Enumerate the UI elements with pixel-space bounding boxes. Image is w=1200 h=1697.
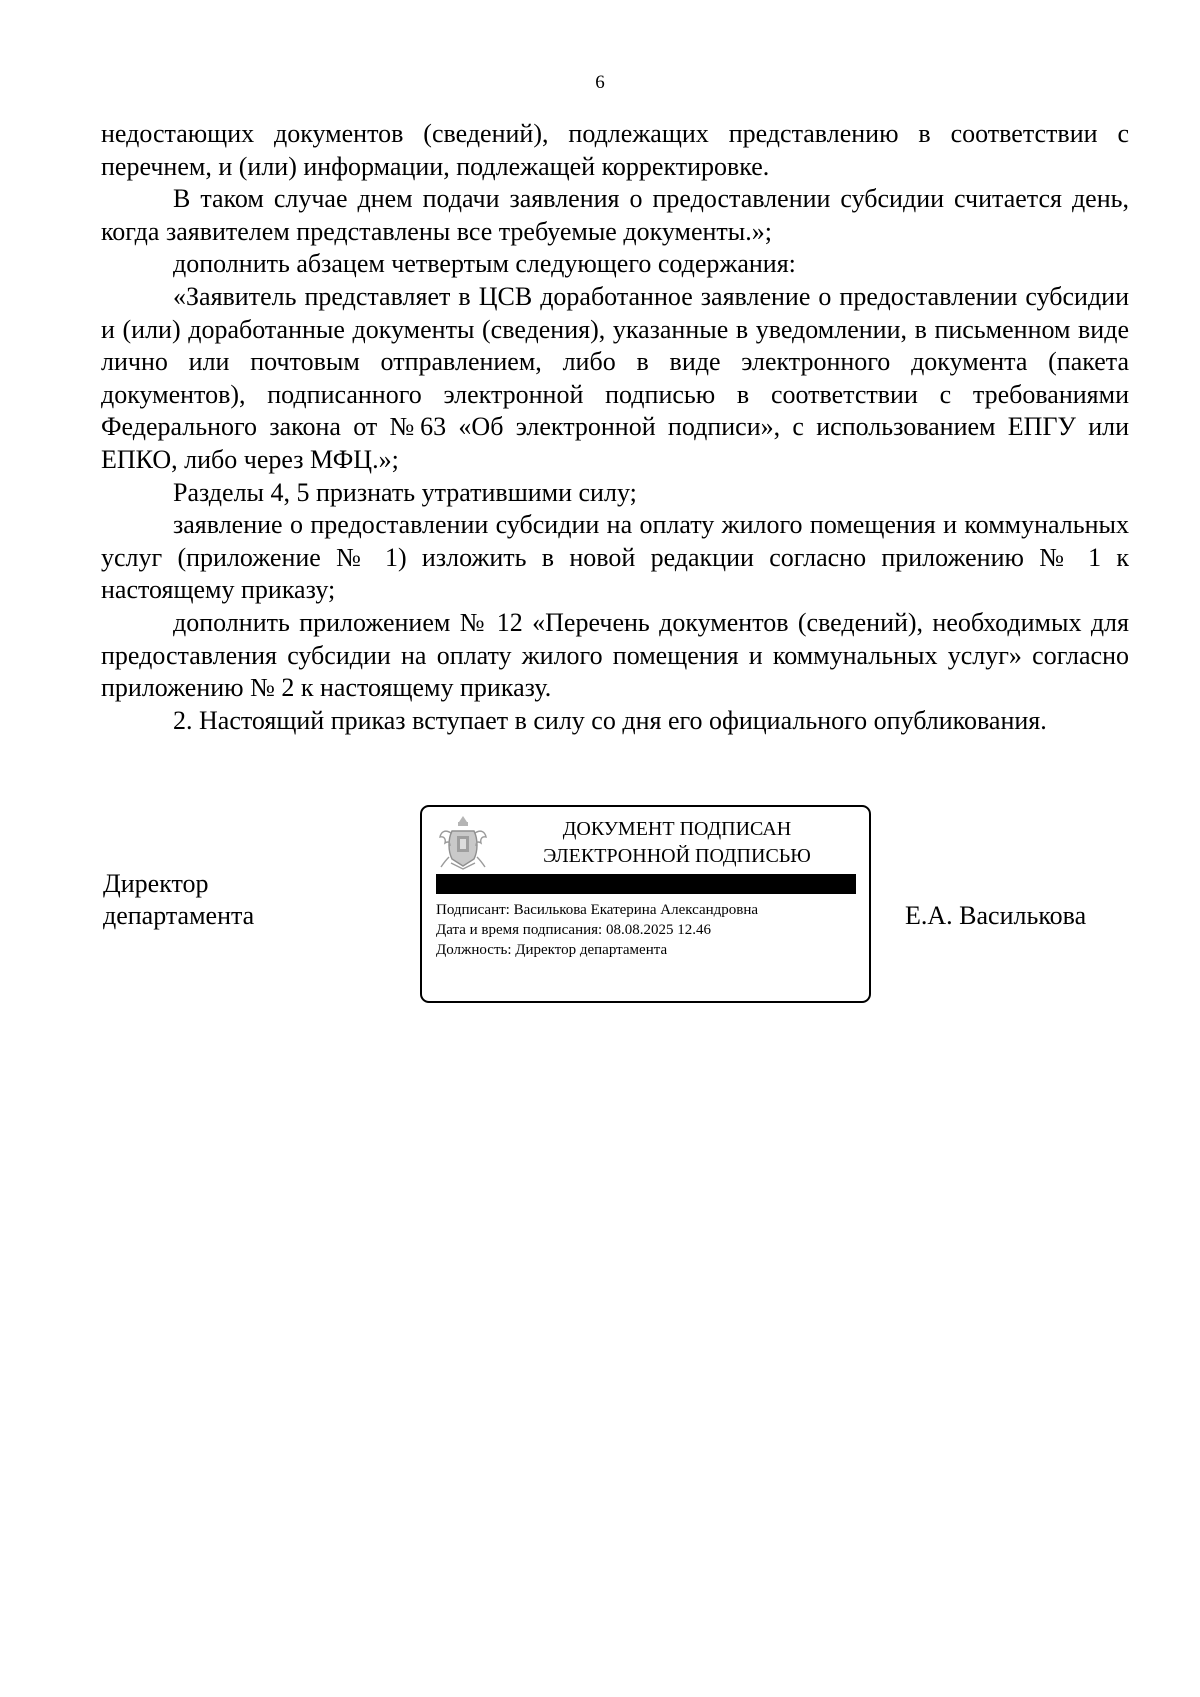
paragraph-continuation: недостающих документов (сведений), подлежащих представлению в соответствии с перечнем, и (или) информации, подлежащей корректировке. (101, 119, 1129, 181)
electronic-signature-stamp (420, 805, 871, 1003)
stamp-title-line: ЭЛЕКТРОННОЙ ПОДПИСЬЮ (543, 845, 811, 867)
signatory-position-line: департамента (103, 901, 255, 930)
paragraph: В таком случае днем подачи заявления о предоставлении субсидии считается день, когда заявителем представлены все требуемые документы.»; (101, 184, 1129, 246)
signatory-name: Е.А. Василькова (905, 901, 1087, 930)
stamp-datetime: Дата и время подписания: 08.08.2025 12.46 (436, 922, 711, 938)
paragraph-quote: «Заявитель представляет в ЦСВ доработанное заявление о предоставлении субсидии и (или) доработанные документы (сведения), указанные в уведомлении, в письменном виде лично или почтовым отправлением, либо в виде электронного документа (пакета документов), подписанного электронной подписью в соответствии с требованиями Федерального закона от №63 «Об электронной подписи», с использованием ЕПГУ или ЕПКО, либо через МФЦ.»; (101, 281, 1129, 474)
signatory-position-line: Директор (103, 869, 209, 898)
paragraph: 2. Настоящий приказ вступает в силу со дня его официального опубликования. (173, 705, 1047, 735)
paragraph: дополнить абзацем четвертым следующего содержания: (173, 249, 796, 279)
stamp-position: Должность: Директор департамента (436, 942, 668, 958)
coat-of-arms-icon (437, 813, 489, 871)
stamp-signer: Подписант: Василькова Екатерина Александровна (436, 902, 759, 918)
paragraph: Разделы 4, 5 признать утратившими силу; (173, 477, 637, 507)
page-number: 6 (595, 72, 605, 93)
stamp-title-line: ДОКУМЕНТ ПОДПИСАН (562, 818, 792, 840)
stamp-title (492, 816, 862, 870)
stamp-details (436, 900, 861, 960)
paragraph: дополнить приложением № 12 «Перечень документов (сведений), необходимых для предоставления субсидии на оплату жилого помещения и коммунальных услуг» согласно приложению № 2 к настоящему приказу. (101, 607, 1129, 703)
signatory-position (103, 868, 254, 932)
document-body (101, 118, 1129, 737)
redacted-certificate-bar (436, 874, 856, 894)
paragraph: заявление о предоставлении субсидии на оплату жилого помещения и коммунальных услуг (приложение № 1) изложить в новой редакции согласно приложению № 1 к настоящему приказу; (101, 510, 1129, 605)
